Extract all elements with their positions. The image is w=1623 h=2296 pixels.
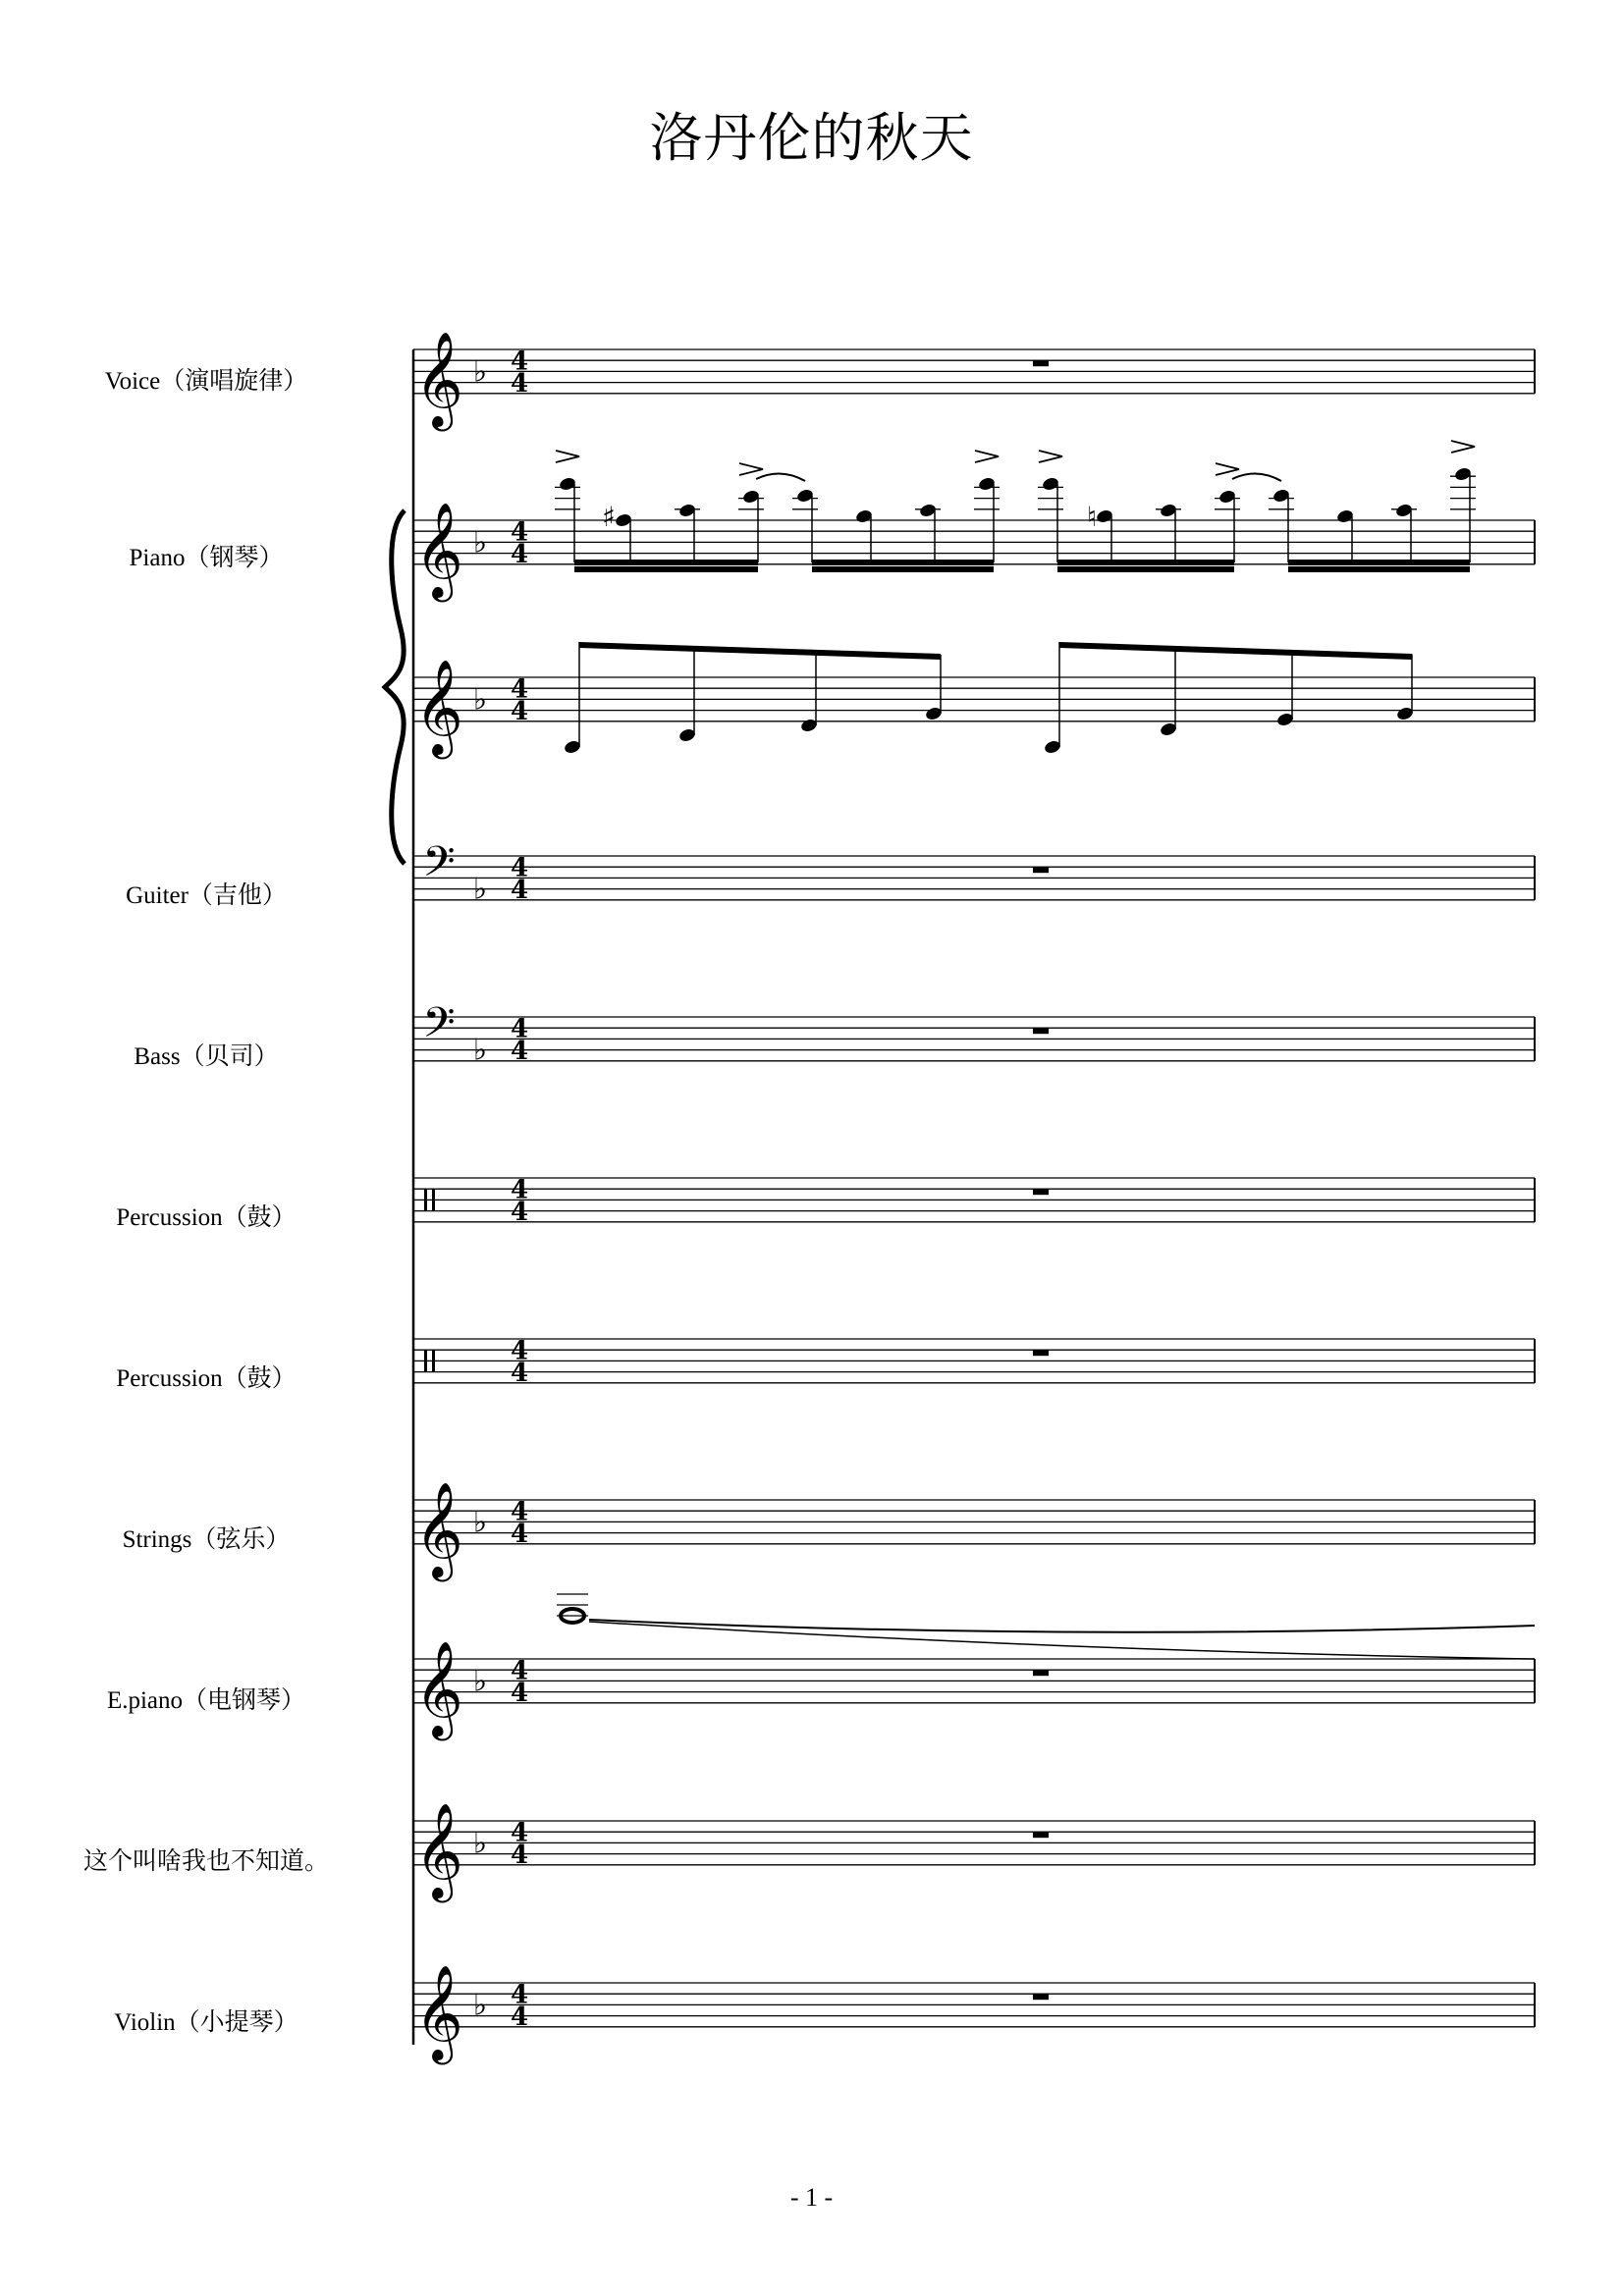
accent-mark [1451,441,1475,453]
flat-icon: ♭ [472,525,488,561]
staff-unknown [413,1802,1535,1902]
staff-violin [413,1964,1535,2064]
beam [1057,560,1234,565]
accent-mark [556,451,579,462]
bass-clef-icon: 𝄢 [422,837,456,897]
tie [756,473,805,481]
beam [812,566,994,572]
whole-rest [1033,1994,1049,2000]
whole-rest [1033,1189,1049,1195]
treble-clef-icon: 𝄞 [414,1480,463,1577]
time-sig-numerator: 4 [510,517,529,548]
treble-clef-icon: 𝄞 [414,1639,463,1736]
staff-piano [413,502,1535,602]
instrument-label-voice: Voice（演唱旋律） [104,368,308,395]
time-sig-denominator: 4 [510,1036,529,1066]
instrument-label-guitar: Guiter（吉他） [126,882,287,909]
natural-icon: ♮ [1086,501,1098,533]
staff-perc1 [413,1175,1535,1226]
staff-guitar [413,837,1535,906]
time-sig-numerator: 4 [510,1175,529,1205]
time-sig-numerator: 4 [510,1336,529,1366]
accent-mark [739,463,763,475]
beam [1059,642,1412,660]
percussion-clef-icon [432,1350,435,1371]
instrument-label-epiano: E.piano（电钢琴） [106,1687,306,1714]
beam [812,560,994,565]
instrument-label-strings: Strings（弦乐） [122,1526,291,1553]
instrument-label-violin: Violin（小提琴） [114,2009,298,2036]
whole-rest [1033,1350,1049,1356]
staff-perc2 [413,1336,1535,1387]
sharp-icon: ♯ [602,501,616,533]
treble-clef-icon: 𝄞 [414,1801,463,1898]
percussion-clef-icon [424,1350,427,1371]
beam [574,566,758,572]
whole-rest [1033,1832,1049,1838]
instrument-label-percussion-2: Percussion（鼓） [116,1365,297,1392]
time-sig-numerator: 4 [510,1014,529,1044]
whole-rest [1033,360,1049,366]
time-sig-denominator: 4 [510,2002,529,2032]
staff-voice [413,331,1535,431]
instrument-label-unknown: 这个叫啥我也不知道。 [82,1848,329,1875]
time-sig-numerator: 4 [510,347,529,377]
time-sig-denominator: 4 [510,368,529,399]
time-sig-denominator: 4 [510,539,529,569]
accent-mark [1216,463,1239,475]
instrument-label-piano: Piano（钢琴） [129,545,284,571]
staff-piano-lower [413,659,1535,759]
whole-rest [1033,1670,1049,1676]
time-sig-denominator: 4 [510,1519,529,1549]
staff-strings [413,1481,1535,1581]
beam [1288,566,1470,572]
flat-icon: ♭ [472,354,488,390]
flat-icon: ♭ [472,1664,488,1699]
flat-icon: ♭ [472,1033,488,1068]
accent-mark [975,451,999,462]
instrument-label-percussion-1: Percussion（鼓） [116,1204,297,1231]
time-sig-numerator: 4 [510,674,529,705]
treble-clef-icon: 𝄞 [414,658,463,755]
accent-mark [1039,451,1062,462]
beam [574,560,758,565]
percussion-clef-icon [424,1189,427,1210]
flat-icon: ♭ [472,1826,488,1861]
time-sig-denominator: 4 [510,1840,529,1870]
whole-rest [1033,1028,1049,1034]
time-sig-numerator: 4 [510,1497,529,1527]
time-sig-denominator: 4 [510,1197,529,1227]
treble-clef-icon: 𝄞 [414,501,463,598]
flat-icon: ♭ [472,1988,488,2023]
flat-icon: ♭ [472,682,488,718]
bass-clef-icon: 𝄢 [422,998,456,1058]
treble-clef-icon: 𝄞 [414,1963,463,2060]
time-sig-numerator: 4 [510,853,529,883]
time-sig-numerator: 4 [510,1656,529,1686]
flat-icon: ♭ [472,1505,488,1540]
time-sig-denominator: 4 [510,1358,529,1388]
beam [1288,560,1470,565]
piano-brace [385,510,405,864]
time-sig-denominator: 4 [510,1678,529,1708]
staff-bass [413,998,1535,1067]
flat-icon: ♭ [472,872,488,907]
beam [579,642,941,660]
beam [1057,566,1234,572]
time-sig-denominator: 4 [510,696,529,726]
time-sig-denominator: 4 [510,875,529,905]
page-number: - 1 - [789,2183,834,2212]
tie [589,1622,1535,1659]
whole-rest [1033,867,1049,873]
percussion-clef-icon [432,1189,435,1210]
time-sig-numerator: 4 [510,1980,529,2010]
time-sig-numerator: 4 [510,1818,529,1848]
tie [1232,473,1281,481]
staves [413,331,1535,2064]
instrument-label-bass: Bass（贝司） [134,1043,279,1070]
score-title: 洛丹伦的秋天 [649,107,974,169]
treble-clef-icon: 𝄞 [414,330,463,427]
